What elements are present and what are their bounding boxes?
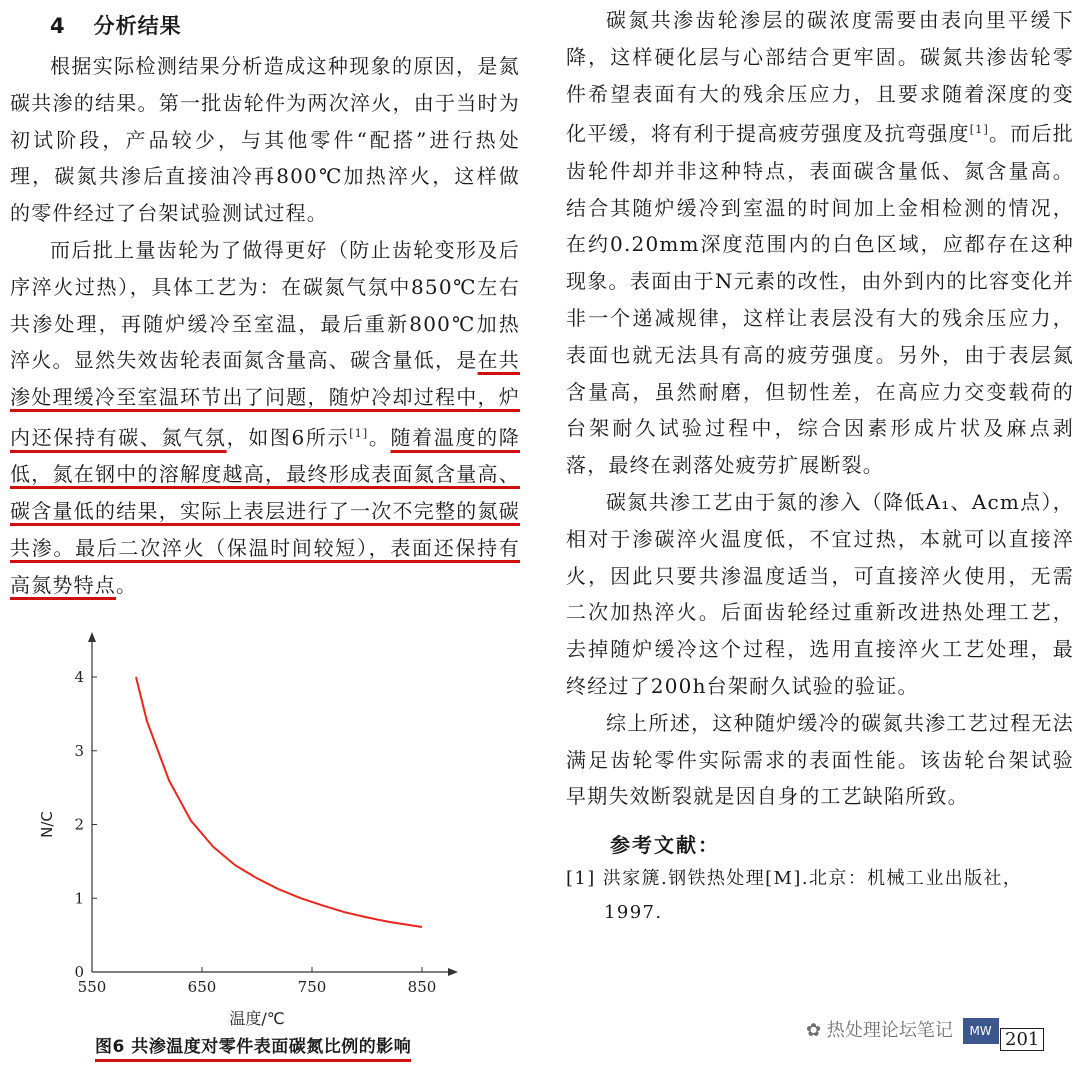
- y-axis-label: N/C: [38, 811, 56, 838]
- watermark-text: 热处理论坛笔记: [826, 1020, 953, 1041]
- text-run: 碳氮共渗齿轮渗层的碳浓度需要由表向里平缓下降，这样硬化层与心部结合更牢固。碳氮共渗齿轮零件希望表面有大的残余压应力，且要求随着深度的变化平缓，将有利于提高疲劳强度及抗弯强度: [566, 8, 1074, 147]
- citation: [1]: [349, 426, 369, 440]
- text-run: ，如图6所示: [226, 425, 350, 450]
- section-number: 4: [50, 14, 66, 38]
- x-axis-label: 温度/℃: [229, 1009, 285, 1028]
- figure-caption: 图6 共渗温度对零件表面碳氮比例的影响: [95, 1032, 411, 1062]
- paragraph: 根据实际检测结果分析造成这种现象的原因，是氮碳共渗的结果。第一批齿轮件为两次淬火，由于当时为初试阶段，产品较少，与其他零件“配搭”进行热处理，碳氮共渗后直接油冷再800℃加热淬火，这样做的零件经过了台架试验测试过程。: [10, 54, 520, 226]
- reference-item: [1] 洪家篪.钢铁热处理[M].北京：机械工业出版社，1997.: [566, 868, 1023, 924]
- nc-ratio-chart: [30, 632, 500, 1042]
- series-line: [136, 677, 422, 927]
- y-axis-arrow: [88, 632, 96, 642]
- paragraph: [10, 232, 520, 604]
- citation: [1]: [969, 123, 989, 137]
- watermark: [806, 1016, 1003, 1044]
- x-tick-label: 550: [77, 978, 107, 996]
- text-run: 。: [116, 572, 138, 597]
- text-run: 。而后批齿轮件却并非这种特点，表面碳含量低、氮含量高。结合其随炉缓冷到室温的时间加上金相检测的情况，在约0.20mm深度范围内的白色区域，应都存在这种现象。表面由于N元素的改性，由外到内的比容变化并非一个递减规律，这样让表层没有大的残余压应力，表面也就无法具有高的疲劳强度。另外，由于表层氮含量高，虽然耐磨，但韧性差，在高应力交变载荷的台架耐久试验过程中，综合因素形成片状及麻点剥落，最终在剥落处疲劳扩展断裂。: [566, 122, 1074, 478]
- x-tick-label: 850: [407, 978, 437, 996]
- x-tick-label: 750: [297, 978, 327, 996]
- section-heading: [50, 10, 520, 40]
- x-tick-label: 650: [187, 978, 217, 996]
- y-tick-label: 4: [74, 668, 84, 686]
- paragraph: 碳氮共渗工艺由于氮的渗入（降低A₁、Acm点），相对于渗碳淬火温度低，不宜过热，本就可以直接淬火，因此只要共渗温度适当，可直接淬火使用，无需二次加热淬火。后面齿轮经过重新改进热处理工艺，去掉随炉缓冷这个过程，选用直接淬火工艺处理，最终经过了200h台架耐久试验的验证。: [566, 490, 1074, 698]
- logo: MW: [963, 1018, 999, 1044]
- section-title: 分析结果: [93, 14, 182, 38]
- y-tick-label: 0: [74, 963, 84, 981]
- text-run: 。: [368, 425, 391, 450]
- y-tick-label: 2: [74, 815, 84, 834]
- left-column: [10, 0, 520, 604]
- x-axis-arrow: [448, 968, 458, 976]
- underlined-text: 在共渗处理缓冷至室温环节出了问题，随炉冷却过程中，炉内还保持有碳、氮气氛: [10, 348, 520, 450]
- text-run: 而后批上量齿轮为了做得更好（防止齿轮变形及后序淬火过热），具体工艺为：在碳氮气氛中850℃左右共渗处理，再随炉缓冷至室温，最后重新800℃加热淬火。显然失效齿轮表面氮含量高、碳含量低，是: [10, 237, 520, 373]
- paragraph: 综上所述，这种随炉缓冷的碳氮共渗工艺过程无法满足齿轮零件实际需求的表面性能。该齿轮台架试验早期失效断裂就是因自身的工艺缺陷所致。: [566, 710, 1074, 809]
- references-title: 参考文献：: [610, 833, 720, 858]
- paragraph: [566, 2, 1074, 484]
- underlined-text: 随着温度的降低，氮在钢中的溶解度越高，最终形成表面氮含量高、碳含量低的结果，实际上表层进行了一次不完整的氮碳共渗。最后二次淬火（保温时间较短），表面还保持有高氮势特点: [10, 425, 521, 597]
- y-tick-label: 1: [74, 889, 84, 908]
- wechat-icon: ✿: [806, 1020, 822, 1041]
- page-number: 201: [1000, 1028, 1044, 1051]
- y-tick-label: 3: [74, 741, 84, 760]
- right-column: [566, 0, 1074, 930]
